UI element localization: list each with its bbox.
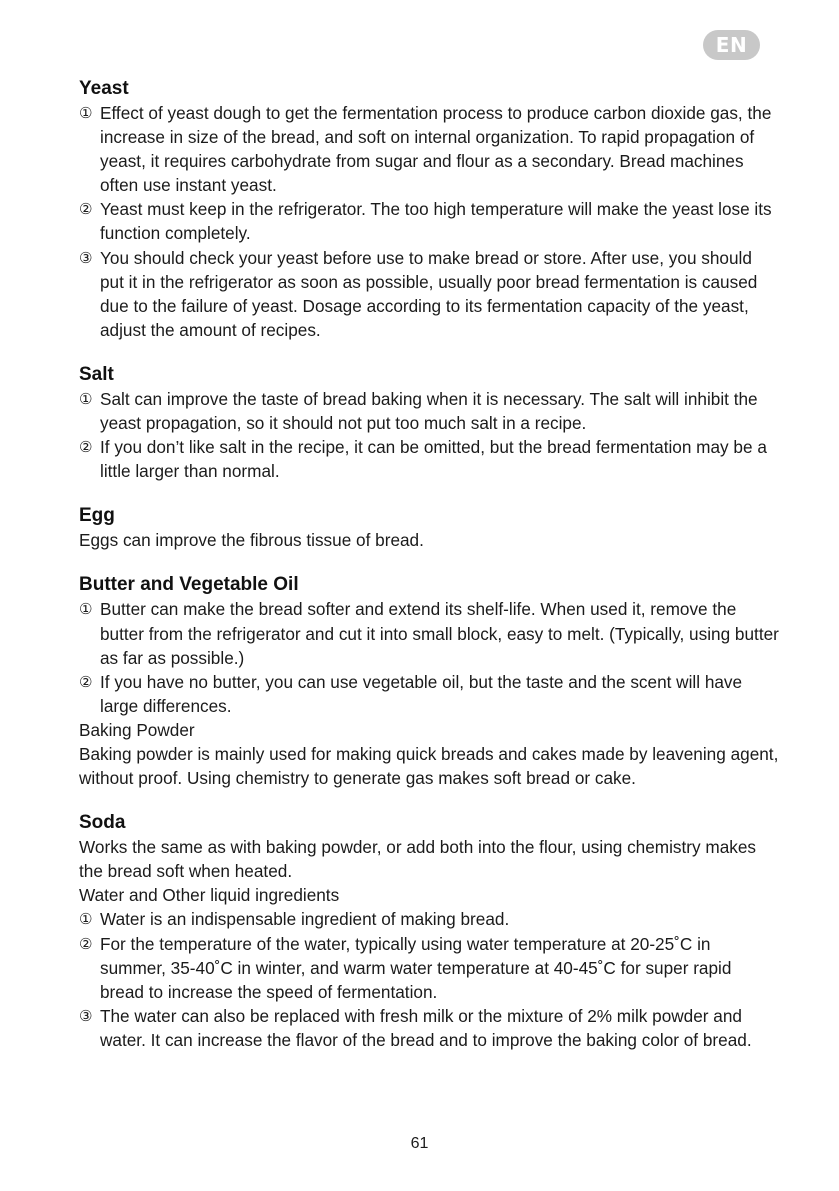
- item-marker: ③: [79, 248, 93, 267]
- list-item: [79, 1004, 779, 1052]
- item-text: Salt can improve the taste of bread baking when it is necessary. The salt will inhibit the yeast propagation, so it should not put too much salt in a recipe.: [100, 388, 758, 434]
- list-item: [79, 246, 779, 342]
- section-title: Butter and Vegetable Oil: [79, 574, 299, 596]
- item-marker: ②: [79, 934, 93, 953]
- subheading: Water and Other liquid ingredients: [79, 885, 340, 906]
- item-text: If you don’t like salt in the recipe, it can be omitted, but the bread fermentation may be a little larger than normal.: [100, 437, 767, 482]
- paragraph: Eggs can improve the fibrous tissue of bread.: [79, 530, 424, 551]
- section-egg: [79, 503, 779, 552]
- item-text: Yeast must keep in the refrigerator. The too high temperature will make the yeast lose its function completely.: [100, 199, 772, 244]
- section-butter: [79, 572, 779, 790]
- item-marker: ②: [79, 438, 93, 457]
- item-text: Butter can make the bread softer and extend its shelf-life. When used it, remove the butter from the refrigerator and cut it into small block, easy to melt. (Typically, using butter as far as possible.): [100, 599, 779, 668]
- list-item: [79, 387, 779, 435]
- section-title: Yeast: [79, 78, 129, 99]
- item-marker: ③: [79, 1006, 93, 1025]
- item-marker: ①: [79, 104, 93, 122]
- section-title: Soda: [79, 812, 126, 834]
- section-title: Egg: [79, 505, 115, 527]
- list-item: [79, 101, 779, 197]
- subheading: Baking Powder: [79, 719, 195, 740]
- list-item: [79, 670, 779, 718]
- item-marker: ②: [79, 672, 93, 691]
- language-badge: EN: [703, 30, 760, 60]
- item-text: For the temperature of the water, typically using water temperature at 20-25˚C in summer, 35-40˚C in winter, and warm water temperature at 40-45˚C for super rapid bread to increase the speed of fermentation.: [100, 933, 732, 1002]
- paragraph: Baking powder is mainly used for making quick breads and cakes made by leavening agent, without proof. Using chemistry to generate gas makes soft bread or cake.: [79, 743, 779, 789]
- paragraph: Works the same as with baking powder, or add both into the flour, using chemistry makes the bread soft when heated.: [79, 837, 757, 882]
- list-item: [79, 597, 779, 669]
- item-text: The water can also be replaced with fresh milk or the mixture of 2% milk powder and water. It can increase the flavor of the bread and to improve the baking color of bread.: [100, 1005, 752, 1050]
- page-number: 61: [410, 1135, 429, 1152]
- item-text: Water is an indispensable ingredient of making bread.: [100, 909, 510, 930]
- list-item: [79, 932, 779, 1004]
- section-yeast: [79, 76, 779, 342]
- item-marker: ①: [79, 389, 93, 408]
- item-text: You should check your yeast before use to make bread or store. After use, you should put it in the refrigerator as soon as possible, usually poor bread fermentation is caused due to the failure of yeast. Dosage according to its fermentation capacity of the yeast, adjust the amount of recipes.: [100, 247, 758, 340]
- item-marker: ①: [79, 600, 93, 619]
- item-text: Effect of yeast dough to get the fermentation process to produce carbon dioxide gas, the increase in size of the bread, and soft on internal organization. To rapid propagation of yeast, it requires carbohydrate from sugar and flour as a secondary. Bread machines often use instant yeast.: [100, 103, 772, 196]
- section-soda: [79, 810, 779, 1052]
- section-title: Salt: [79, 363, 114, 385]
- page-content: [79, 76, 779, 1052]
- list-item: [79, 197, 779, 245]
- list-item: [79, 435, 779, 483]
- item-marker: ①: [79, 910, 93, 929]
- section-salt: [79, 362, 779, 483]
- item-text: If you have no butter, you can use vegetable oil, but the taste and the scent will have large differences.: [100, 671, 743, 716]
- list-item: [79, 907, 779, 931]
- item-marker: ②: [79, 200, 93, 219]
